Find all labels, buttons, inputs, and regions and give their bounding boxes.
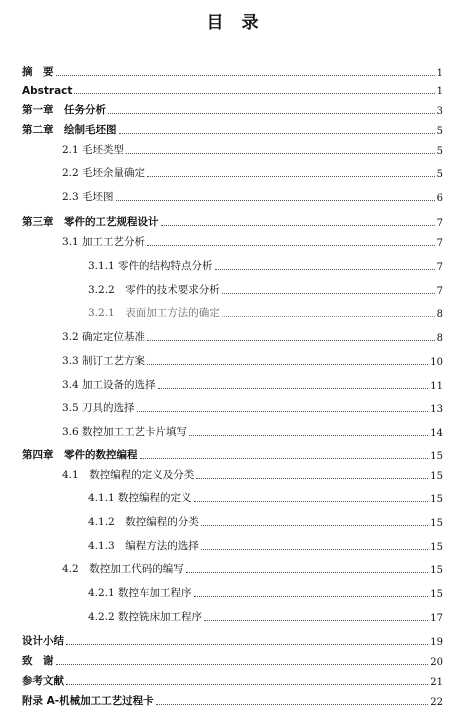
toc-entry-page: 11	[430, 381, 443, 392]
toc-entry-page: 15	[430, 494, 443, 505]
toc-entry-label: 3.4 加工设备的选择	[62, 379, 156, 391]
toc-entry-chapter-2[interactable]	[22, 121, 443, 137]
leader-dots	[161, 225, 435, 226]
toc-entry-acknowledgements[interactable]	[22, 652, 443, 668]
toc-title: 目 录	[206, 13, 265, 33]
toc-entry-page: 15	[430, 542, 443, 553]
leader-dots	[108, 113, 435, 114]
toc-entry-abstract-en[interactable]	[22, 81, 443, 97]
leader-dots	[66, 644, 428, 645]
toc-entry-chapter-1[interactable]	[22, 101, 443, 117]
leader-dots	[186, 572, 429, 573]
toc-entry-page: 15	[430, 518, 443, 529]
toc-entry-4-1-1[interactable]	[88, 489, 443, 505]
toc-entry-label: 4.2 数控加工代码的编写	[62, 563, 184, 575]
leader-dots	[137, 411, 429, 412]
toc-entry-chapter-3[interactable]	[22, 213, 443, 229]
leader-dots	[116, 200, 435, 201]
toc-entry-page: 7	[436, 286, 443, 297]
leader-dots	[56, 664, 429, 665]
toc-entry-label: 附录 A-机械加工工艺过程卡	[22, 695, 154, 707]
toc-entry-label: 摘 要	[22, 66, 54, 78]
toc-entry-page: 8	[436, 333, 443, 344]
toc-entry-3-2-2[interactable]	[88, 281, 443, 297]
toc-entry-label: 第四章 零件的数控编程	[22, 449, 138, 461]
leader-dots	[140, 458, 429, 459]
toc-entry-label: 3.1.1 零件的结构特点分析	[88, 260, 213, 272]
toc-entry-page: 20	[430, 657, 443, 668]
leader-dots	[74, 93, 434, 94]
toc-entry-label: 4.2.2 数控铣床加工程序	[88, 611, 203, 623]
toc-entry-3-1[interactable]	[62, 233, 443, 249]
toc-entry-label: 3.2 确定定位基准	[62, 331, 146, 343]
toc-entry-4-1[interactable]	[62, 466, 443, 482]
leader-dots	[126, 153, 435, 154]
toc-entry-page: 15	[430, 471, 443, 482]
toc-entry-4-2[interactable]	[62, 560, 443, 576]
toc-entry-page: 15	[430, 451, 443, 462]
leader-dots	[201, 549, 429, 550]
toc-entry-label: 3.2.1 表面加工方法的确定	[88, 307, 220, 319]
toc-entry-3-2-1[interactable]	[88, 304, 443, 320]
toc-entry-label: 4.1 数控编程的定义及分类	[62, 469, 195, 481]
toc-entry-3-1-1[interactable]	[88, 257, 443, 273]
toc-entry-appendix-a[interactable]	[22, 692, 443, 708]
toc-entry-chapter-4[interactable]	[22, 446, 443, 462]
toc-entry-label: 2.1 毛坯类型	[62, 144, 125, 156]
toc-entry-label: 3.6 数控加工工艺卡片填写	[62, 426, 188, 438]
toc-entry-page: 19	[430, 637, 443, 648]
toc-entry-page: 1	[436, 86, 443, 97]
leader-dots	[201, 525, 429, 526]
toc-entry-2-3[interactable]	[62, 188, 443, 204]
leader-dots	[189, 435, 428, 436]
toc-entry-page: 5	[436, 126, 443, 137]
toc-entry-3-4[interactable]	[62, 376, 443, 392]
toc-entry-3-5[interactable]	[62, 399, 443, 415]
toc-entry-page: 1	[436, 68, 443, 79]
leader-dots	[147, 340, 435, 341]
toc-entry-4-2-2[interactable]	[88, 608, 443, 624]
toc-entry-label: 4.1.2 数控编程的分类	[88, 516, 199, 528]
leader-dots	[147, 245, 435, 246]
toc-entry-label: 3.5 刀具的选择	[62, 402, 135, 414]
leader-dots	[147, 176, 435, 177]
toc-entry-page: 17	[430, 613, 443, 624]
toc-entry-page: 6	[436, 193, 443, 204]
toc-entry-page: 14	[430, 428, 443, 439]
toc-entry-page: 8	[436, 309, 443, 320]
toc-entry-label: 3.1 加工工艺分析	[62, 236, 146, 248]
toc-entry-2-1[interactable]	[62, 141, 443, 157]
toc-entry-abstract-cn[interactable]	[22, 63, 443, 79]
leader-dots	[56, 75, 435, 76]
toc-entry-label: 3.2.2 零件的技术要求分析	[88, 284, 220, 296]
leader-dots	[194, 501, 429, 502]
toc-entry-label: 致 谢	[22, 655, 54, 667]
leader-dots	[222, 293, 435, 294]
toc-entry-label: 第二章 绘制毛坯图	[22, 124, 117, 136]
toc-entry-page: 3	[436, 106, 443, 117]
toc-entry-page: 7	[436, 218, 443, 229]
toc-entry-label: 4.1.3 编程方法的选择	[88, 540, 199, 552]
toc-entry-page: 13	[430, 404, 443, 415]
leader-dots	[204, 620, 428, 621]
leader-dots	[156, 704, 429, 705]
toc-entry-label: 第一章 任务分析	[22, 104, 106, 116]
toc-entry-3-6[interactable]	[62, 423, 443, 439]
toc-entry-label: 3.3 制订工艺方案	[62, 355, 146, 367]
toc-entry-page: 10	[430, 357, 443, 368]
toc-entry-4-1-2[interactable]	[88, 513, 443, 529]
toc-entry-page: 15	[430, 589, 443, 600]
toc-entry-4-1-3[interactable]	[88, 537, 443, 553]
leader-dots	[147, 364, 428, 365]
leader-dots	[194, 596, 429, 597]
leader-dots	[119, 133, 435, 134]
toc-entry-4-2-1[interactable]	[88, 584, 443, 600]
toc-entry-page: 5	[436, 169, 443, 180]
leader-dots	[196, 478, 428, 479]
toc-entry-label: 设计小结	[22, 635, 64, 647]
toc-entry-label: 4.1.1 数控编程的定义	[88, 492, 192, 504]
toc-entry-page: 7	[436, 238, 443, 249]
toc-entry-label: 2.3 毛坯图	[62, 191, 114, 203]
toc-entry-page: 15	[430, 565, 443, 576]
toc-entry-2-2[interactable]	[62, 164, 443, 180]
toc-entry-3-3[interactable]	[62, 352, 443, 368]
toc-entry-label: 第三章 零件的工艺规程设计	[22, 216, 159, 228]
toc-entry-label: 2.2 毛坯余量确定	[62, 167, 146, 179]
toc-entry-page: 21	[430, 677, 443, 688]
toc-entry-label: Abstract	[22, 85, 73, 97]
toc-entry-label: 4.2.1 数控车加工程序	[88, 587, 192, 599]
toc-entry-page: 5	[436, 146, 443, 157]
leader-dots	[215, 269, 435, 270]
leader-dots	[66, 684, 428, 685]
toc-entry-references[interactable]	[22, 672, 443, 688]
toc-entry-page: 7	[436, 262, 443, 273]
leader-dots	[222, 316, 435, 317]
leader-dots	[158, 388, 429, 389]
toc-entry-3-2[interactable]	[62, 328, 443, 344]
toc-entry-label: 参考文献	[22, 675, 64, 687]
toc-entry-page: 22	[430, 697, 443, 708]
toc-entry-summary[interactable]	[22, 632, 443, 648]
